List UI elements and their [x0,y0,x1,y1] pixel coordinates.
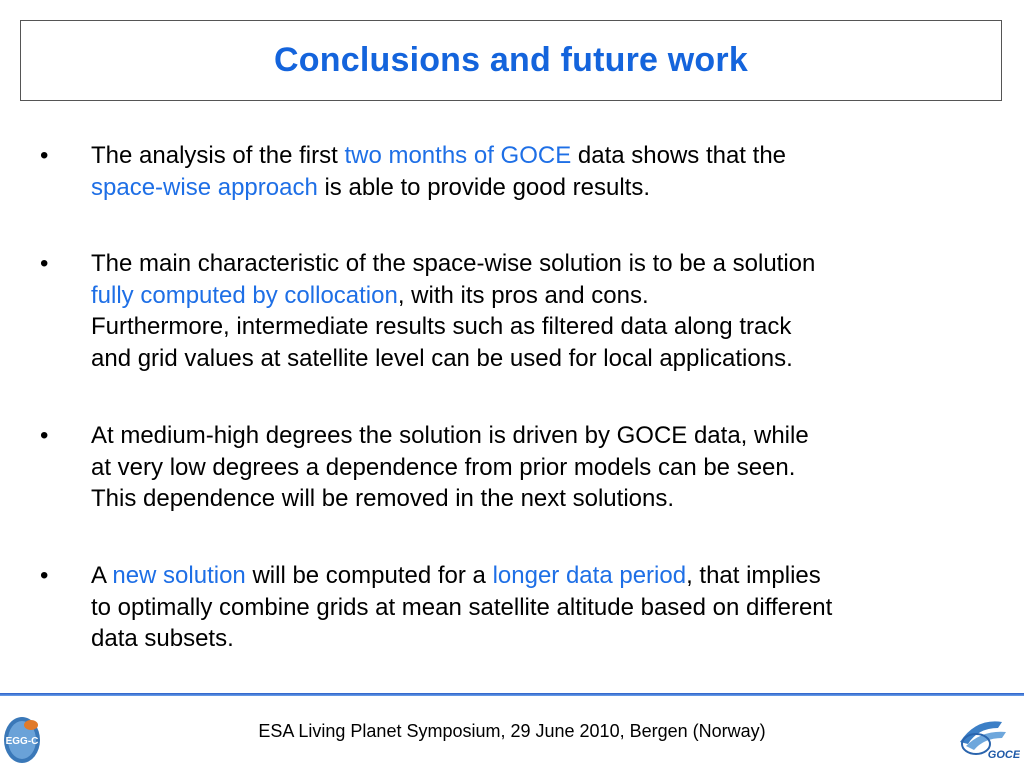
bullet-symbol: • [40,250,49,277]
bullet-text-run: The main characteristic of the space-wise solution is to be a solution [91,250,816,277]
footer-text: ESA Living Planet Symposium, 29 June 2010, Bergen (Norway) [258,721,766,741]
bullet-text-run: will be computed for a [245,562,493,589]
bullet-text-run: to optimally combine grids at mean satellite altitude based on different [91,593,833,621]
highlighted-text: two months of GOCE [344,142,572,169]
bullet-text-run: data shows that the [571,142,787,169]
egg-c-logo-text: EGG-C [5,736,39,747]
page-title: Conclusions and future work [274,41,748,79]
bullet-symbol: • [40,142,49,169]
bullet-symbol: • [40,562,49,589]
bullet-text [91,560,991,655]
bullet-symbol: • [40,422,49,449]
bullet-text-run: A [91,562,113,589]
highlighted-text: new solution [112,562,246,589]
title-box [20,20,1002,101]
highlighted-text: longer data period [492,562,687,589]
bullet-text-run: and grid values at satellite level can be used for local applications. [91,344,793,372]
bullet-text-run: The analysis of the first [91,142,345,169]
goce-logo [954,712,1020,764]
bullet-text [91,248,991,374]
highlighted-text: fully computed by collocation [91,281,398,309]
highlighted-text: space-wise approach [91,173,318,201]
bullet-text-run: , with its pros and cons. [397,281,649,309]
bullet-text-run: , that implies [686,562,821,589]
goce-logo-text: GOCE [987,749,1020,761]
bullet-text-run: is able to provide good results. [317,173,650,201]
bullet-text-run: data subsets. [91,625,234,652]
footer-divider [0,693,1024,696]
bullet-text [91,140,991,203]
bullet-text-run: Furthermore, intermediate results such as filtered data along track [91,313,792,340]
bullet-text-run: This dependence will be removed in the next solutions. [91,485,675,512]
bullet-text-run: at very low degrees a dependence from prior models can be seen. [91,453,796,481]
bullet-text [91,420,991,515]
bullet-text-run: At medium-high degrees the solution is driven by GOCE data, while [91,422,809,449]
